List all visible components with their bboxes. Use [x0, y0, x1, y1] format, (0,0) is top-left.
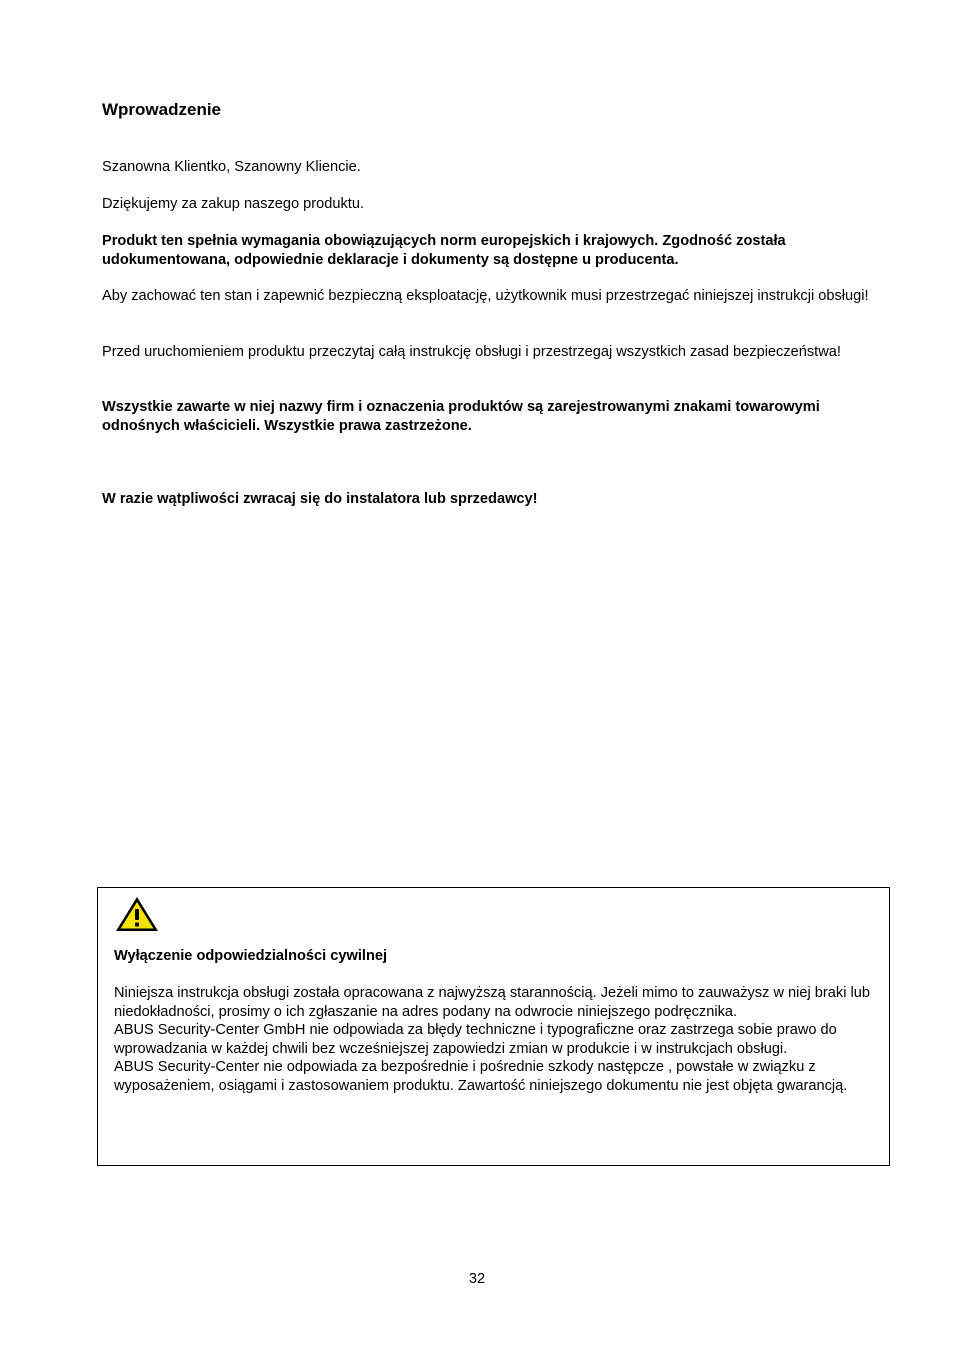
- disclaimer-text-2: ABUS Security-Center GmbH nie odpowiada za błędy techniczne i typograficzne oraz zastrzega sobie prawo do wprowadzania w każdej chwili bez wcześniejszej zapowiedzi zmian w produkcie i w instrukcjach obsługi.: [114, 1022, 837, 1057]
- disclaimer-box: [97, 887, 890, 1166]
- contact-paragraph: W razie wątpliwości zwracaj się do instalatora lub sprzedawcy!: [102, 491, 538, 507]
- conformity-paragraph: Produkt ten spełnia wymagania obowiązujących norm europejskich i krajowych. Zgodność została udokumentowana, odpowiednie deklaracje i dokumenty są dostępne u producenta.: [102, 233, 786, 268]
- trademarks-paragraph: Wszystkie zawarte w niej nazwy firm i oznaczenia produktów są zarejestrowanymi znakami towarowymi odnośnych właścicieli. Wszystkie prawa zastrzeżone.: [102, 399, 820, 434]
- thanks-paragraph: Dziękujemy za zakup naszego produktu.: [102, 196, 365, 212]
- greeting-paragraph: Szanowna Klientko, Szanowny Kliencie.: [102, 159, 361, 175]
- warning-triangle-icon: [114, 895, 160, 933]
- disclaimer-text-1: Niniejsza instrukcja obsługi została opracowana z najwyższą starannością. Jeżeli mimo to zauważysz w niej braki lub niedokładności, prosimy o ich zgłaszanie na adres podany na odwrocie niniejszego podręcznika.: [114, 985, 870, 1020]
- read-manual-paragraph: Przed uruchomieniem produktu przeczytaj całą instrukcję obsługi i przestrzegaj wszystkich zasad bezpieczeństwa!: [102, 344, 841, 360]
- maintain-paragraph: Aby zachować ten stan i zapewnić bezpieczną eksploatację, użytkownik musi przestrzegać niniejszej instrukcji obsługi!: [102, 288, 869, 304]
- disclaimer-title: Wyłączenie odpowiedzialności cywilnej: [114, 948, 388, 964]
- page-number: 32: [468, 1271, 486, 1287]
- disclaimer-text-3: ABUS Security-Center nie odpowiada za bezpośrednie i pośrednie szkody następcze , powstałe w związku z wyposażeniem, osiągami i zastosowaniem produktu. Zawartość niniejszego dokumentu nie jest objęta gwarancją.: [114, 1059, 848, 1094]
- disclaimer-body: [114, 984, 884, 1095]
- page-title: Wprowadzenie: [102, 100, 222, 119]
